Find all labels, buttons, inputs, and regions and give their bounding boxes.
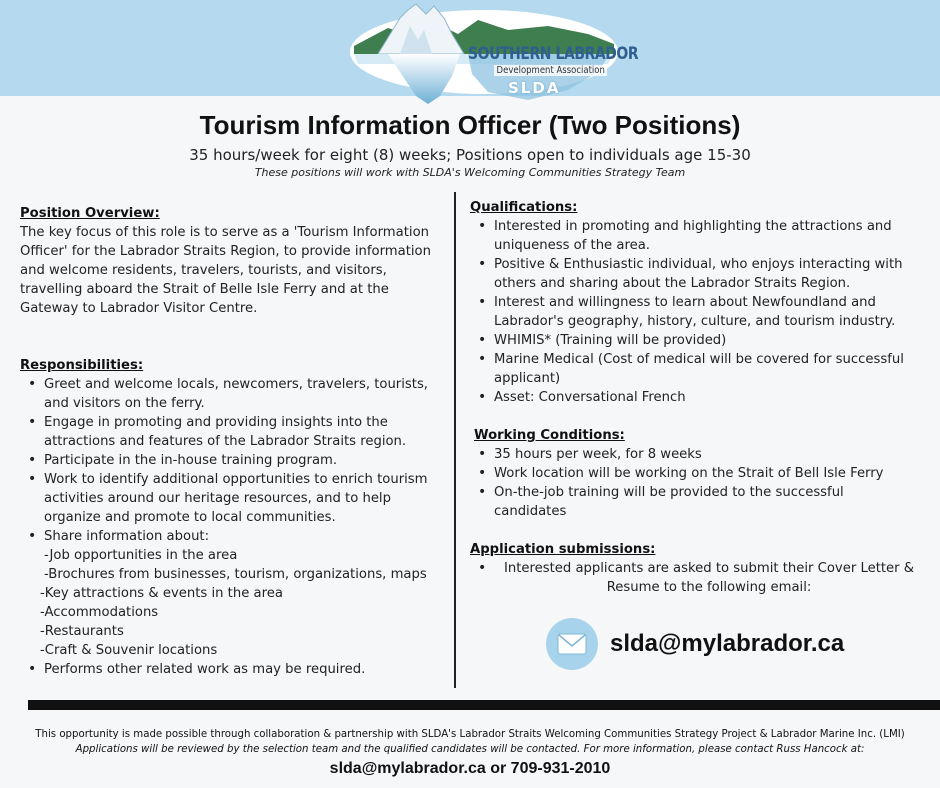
column-divider (454, 192, 456, 688)
share-item: -Restaurants (40, 624, 124, 639)
page-subtitle: 35 hours/week for eight (8) weeks; Positions open to individuals age 15-30 (189, 146, 751, 164)
right-column (470, 198, 920, 597)
share-item: -Accommodations (40, 605, 159, 620)
share-item: -Craft & Souvenir locations (40, 643, 218, 658)
responsibilities-last (20, 660, 446, 679)
responsibilities-list (20, 375, 446, 546)
responsibilities-heading: Responsibilities: (20, 358, 144, 373)
spacer (20, 318, 446, 356)
list-item: • Interested in promoting and highlighting the attractions and uniqueness of the area. (470, 217, 920, 255)
logo-line-1: SOUTHERN LABRADOR (468, 44, 639, 64)
list-item: • Marine Medical (Cost of medical will be covered for successful applicant) (470, 350, 920, 388)
list-item: • On-the-job training will be provided to the successful candidates (470, 483, 920, 521)
list-item: • Engage in promoting and providing insights into the attractions and features of the Labrador Straits region. (20, 413, 446, 451)
list-item: • Work to identify additional opportunities to enrich tourism activities around our heritage resources, and to help organize and promote to local communities. (20, 470, 446, 527)
list-item: • 35 hours per week, for 8 weeks (470, 445, 920, 464)
share-item: -Job opportunities in the area (44, 548, 238, 563)
list-item: • Performs other related work as may be required. (20, 660, 446, 679)
overview-text: The key focus of this role is to serve as a 'Tourism Information Officer' for the Labrador Straits Region, to provide information and welcome residents, travelers, tourists, and visitors, travelling aboard the Strait of Belle Isle Ferry and at the Gateway to Labrador Visitor Centre. (20, 225, 431, 316)
share-item: -Brochures from businesses, tourism, organizations, maps (44, 567, 427, 582)
share-sublist-2 (20, 584, 446, 660)
list-item: • Positive & Enthusiastic individual, who enjoys interacting with others and sharing about the Labrador Straits Region. (470, 255, 920, 293)
email-link[interactable]: slda@mylabrador.ca (610, 630, 845, 657)
list-item: • Asset: Conversational French (470, 388, 920, 407)
page-title: Tourism Information Officer (Two Positions) (199, 110, 741, 140)
email-block[interactable] (546, 618, 844, 670)
footer-review-note: Applications will be reviewed by the selection team and the qualified candidates will be contacted. For more information, please contact Russ Hancock at: (75, 744, 865, 755)
working-conditions-list (470, 445, 920, 521)
footer-contact[interactable]: slda@mylabrador.ca or 709-931-2010 (329, 760, 611, 777)
application-list (470, 559, 920, 597)
logo-line-3: SLDA (508, 79, 561, 97)
qualifications-list (470, 217, 920, 407)
logo-line-2: Development Association (494, 65, 607, 76)
page-tagline: These positions will work with SLDA's Welcoming Communities Strategy Team (254, 166, 686, 179)
spacer (470, 521, 920, 540)
envelope-icon (546, 618, 598, 670)
list-item: • WHIMIS* (Training will be provided) (470, 331, 920, 350)
share-sublist (20, 546, 446, 584)
share-item: -Key attractions & events in the area (40, 586, 283, 601)
list-item: • Participate in the in-house training program. (20, 451, 446, 470)
footer-partnership: This opportunity is made possible through collaboration & partnership with SLDA's Labrador Straits Welcoming Communities Strategy Project & Labrador Marine Inc. (LMI) (35, 729, 905, 740)
working-conditions-heading: Working Conditions: (474, 428, 625, 443)
application-heading: Application submissions: (470, 542, 656, 557)
qualifications-heading: Qualifications: (470, 200, 578, 215)
list-item: • Greet and welcome locals, newcomers, travelers, tourists, and visitors on the ferry. (20, 375, 446, 413)
list-item: • Work location will be working on the Strait of Bell Isle Ferry (470, 464, 920, 483)
slda-logo (348, 0, 639, 108)
list-item: • Interest and willingness to learn about Newfoundland and Labrador's geography, history, culture, and tourism industry. (470, 293, 920, 331)
list-item: • Interested applicants are asked to submit their Cover Letter & Resume to the following email: (470, 559, 920, 597)
left-column (20, 204, 446, 679)
spacer (470, 407, 920, 426)
list-item: • Share information about: (20, 527, 446, 546)
overview-heading: Position Overview: (20, 206, 160, 221)
footer-rule (28, 700, 940, 710)
